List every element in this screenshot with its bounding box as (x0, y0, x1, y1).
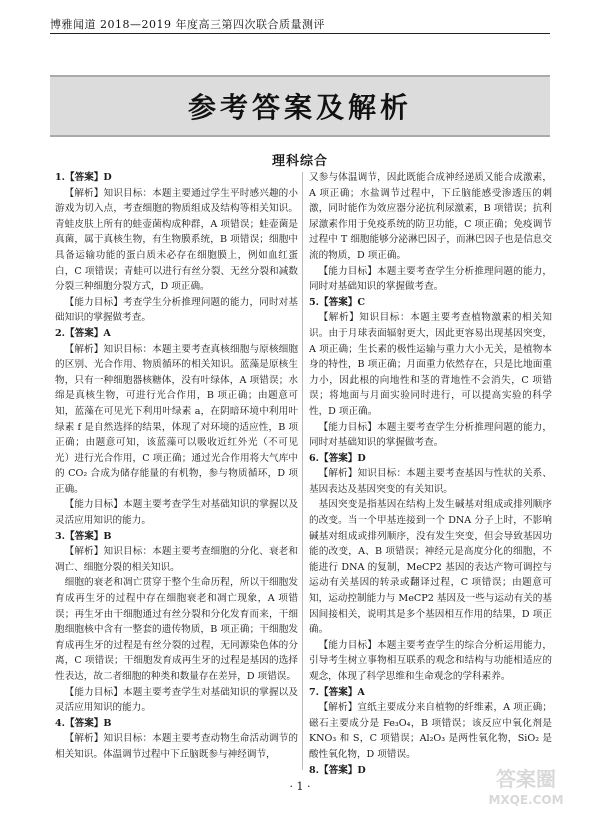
paragraph: 【解析】宣纸主要成分来自植物的纤维素，A 项正确；磁石主要成分是 Fe₃O₄，B 项错误；该反应中氧化剂是 KNO₃ 和 S，C 项错误；Al₂O₃ 是两性氧化物，SiO₂ 是酸性氧化物，D 项错误。 (309, 702, 552, 760)
paragraph: 【解析】知识目标：本题主要考查细胞的分化、衰老和凋亡、细胞分裂的相关知识。 (55, 546, 298, 573)
answer-heading: 7.【答案】A (309, 686, 365, 698)
document-header: 博雅闻道 2018—2019 年度高三第四次联合质量测评 (50, 18, 325, 31)
header-rule (50, 33, 550, 34)
paragraph: 【解析】知识目标：本题主要考查真核细胞与原核细胞的区别、光合作用、物质循环的相关知识。蓝藻是原核生物，只有一种细胞器核糖体，没有叶绿体，A 项错误；水绵是真核生物，可进行光合作用，B 项正确；由题意可知，蓝藻在可见光下利用叶绿素 a，在阴暗环境中利用叶绿素 f 是自然选择的结果，体现了对环境的适应性，B 项正确；由题意可知，该蓝藻可以吸收近红外光（不可见光）进行光合作用，C 项正确；通过光合作用将大气库中的 CO₂ 合成为储存能量的有机物，参与物质循环，D 项正确。 (55, 343, 298, 495)
paragraph: 又参与体温调节，因此既能合成神经递质又能合成激素，A 项正确；水盐调节过程中，下丘脑能感受渗透压的刺激，同时能作为效应器分泌抗利尿激素，B 项错误；抗利尿激素作用于免疫系统的防卫功能，C 项正确；免疫调节过程中 T 细胞能够分泌淋巴因子，而淋巴因子也是信息交流的物质，D 项正确。 (309, 172, 552, 261)
paragraph: 【能力目标】考查学生分析推理问题的能力，同时对基础知识的掌握做考查。 (55, 296, 298, 324)
answer-heading: 1.【答案】D (55, 172, 112, 183)
page-title: 参考答案及解析 (187, 91, 412, 124)
page-number: · 1 · (289, 780, 311, 793)
paragraph: 【能力目标】本题主要考查学生的综合分析运用能力，引导考生树立事物相互联系的观念和结构与功能相适应的观念，体现了科学思维和生命观念的学科素养。 (309, 639, 552, 682)
paragraph: 【解析】知识目标：本题主要通过学生平时感兴趣的小游戏为切入点，考查细胞的物质组成及结构等相关知识。青蛙皮肤上所有的蛙壶菌构成种群，A 项错误；蛙壶菌是真菌，属于真核生物，有生物膜系统，B 项错误；细胞中具备运输功能的蛋白质未必存在细胞膜上，例如血红蛋白，C 项错误；青蛙可以进行有丝分裂、无丝分裂和减数分裂三种细胞分裂方式，D 项正确。 (55, 187, 298, 293)
answer-heading: 2.【答案】A (55, 327, 111, 339)
paragraph: 【能力目标】本题主要考查学生对基础知识的掌握以及灵活应用知识的能力。 (55, 499, 298, 527)
title-banner (50, 75, 550, 137)
paragraph: 【能力目标】本题主要考查学生分析推理问题的能力，同时对基础知识的掌握做考查。 (309, 265, 552, 293)
paragraph: 【解析】知识目标：本题主要考查动物生命活动调节的相关知识。体温调节过程中下丘脑既参与神经调节， (55, 733, 298, 760)
subject-heading: 理科综合 (271, 154, 328, 169)
answer-heading: 6.【答案】D (309, 452, 366, 464)
watermark-text: 答案圈 (496, 767, 556, 791)
right-column (309, 170, 552, 776)
answer-heading: 4.【答案】B (55, 717, 112, 729)
paragraph: 【解析】知识目标：本题主要考查植物激素的相关知识。由于月球表面辐射更大，因此更容易出现基因突变，A 项正确；生长素的极性运输与重力大小无关，是植物本身的特性，B 项正确；月面重力依然存在，只是比地面重力小，因此根的向地性和茎的背地性不会消失，C 项错误；将地面与月面实验同时进行，可以提高实验的科学性，D 项正确。 (309, 312, 552, 417)
answer-heading: 3.【答案】B (55, 530, 112, 542)
paragraph: 【能力目标】本题主要考查学生分析推理问题的能力，同时对基础知识的掌握做考查。 (309, 421, 552, 449)
left-column (55, 170, 298, 770)
paragraph: 基因突变是指基因在结构上发生碱基对组成或排列顺序的改变。当一个甲基连接到一个 DNA 分子上时，不影响碱基对组成或排列顺序，没有发生突变，但会导致基因功能的改变，A、B 项错误；神经元是高度分化的细胞，不能进行 DNA 的复制，MeCP2 基因的表达产物可调控与运动有关基因的转录或翻译过程，C 项错误；由题意可知，运动控制能力与 MeCP2 基因及一些与运动有关的基因间接相关，说明其是多个基因相互作用的结果，D 项正确。 (309, 499, 552, 636)
paragraph: 【解析】知识目标：本题主要考查基因与性状的关系、基因表达及基因突变的有关知识。 (309, 468, 552, 495)
watermark-logo (462, 760, 590, 808)
answer-heading: 8.【答案】D (309, 764, 366, 776)
paragraph: 细胞的衰老和凋亡贯穿于整个生命历程，所以干细胞发育成再生牙的过程中存在细胞衰老和凋亡现象，A 项错误；再生牙由干细胞通过有丝分裂和分化发育而来，干细胞细胞核中含有一整套的遗传物质，B 项正确；干细胞发育成再生牙的过程是有丝分裂的过程，无同源染色体的分离，C 项错误；干细胞发育成再生牙的过程是基因的选择性表达，故二者细胞的种类和数量存在差异，D 项错误。 (55, 577, 298, 682)
paragraph: 【能力目标】本题主要考查学生对基础知识的掌握以及灵活应用知识的能力。 (55, 686, 298, 714)
column-divider (302, 172, 303, 770)
watermark-url: MXQE.COM (488, 793, 564, 807)
answer-heading: 5.【答案】C (309, 296, 366, 308)
